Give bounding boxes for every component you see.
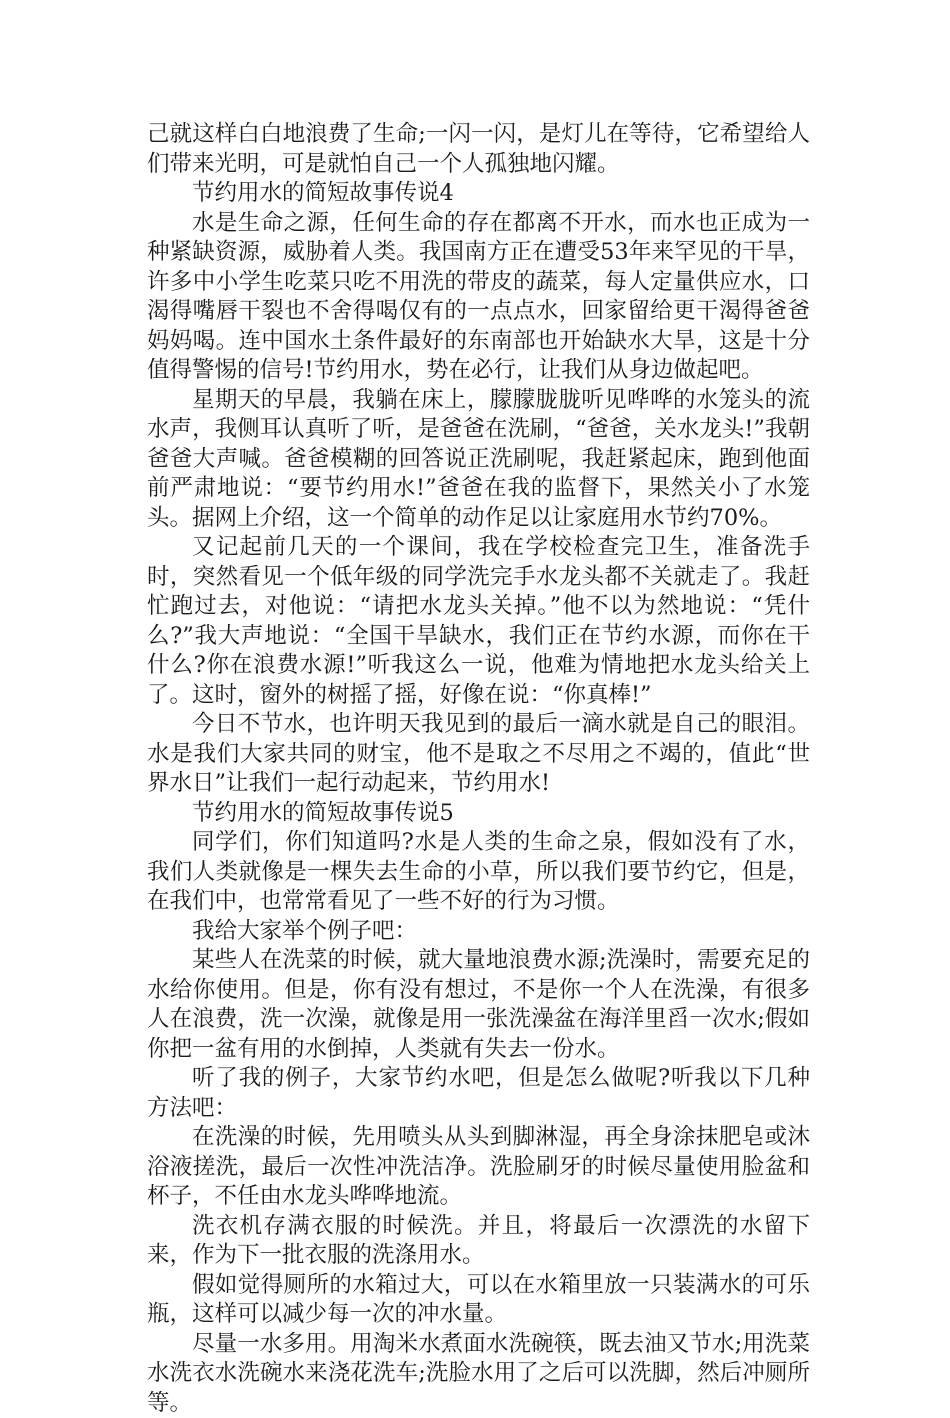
section-heading: 节约用水的简短故事传说5 [147, 799, 810, 829]
section-heading: 节约用水的简短故事传说4 [147, 179, 810, 209]
paragraph: 听了我的例子，大家节约水吧，但是怎么做呢?听我以下几种方法吧： [147, 1064, 810, 1123]
paragraph: 今日不节水，也许明天我见到的最后一滴水就是自己的眼泪。水是我们大家共同的财宝，他不是取之不尽用之不竭的，值此“世界水日”让我们一起行动起来，节约用水! [147, 710, 810, 799]
paragraph: 又记起前几天的一个课间，我在学校检查完卫生，准备洗手时，突然看见一个低年级的同学洗完手水龙头都不关就走了。我赶忙跑过去，对他说：“请把水龙头关掉。”他不以为然地说：“凭什么?”我大声地说：“全国干旱缺水，我们正在节约水源，而你在干什么?你在浪费水源!”听我这么一说，他难为情地把水龙头给关上了。这时，窗外的树摇了摇，好像在说：“你真棒!” [147, 533, 810, 710]
paragraph: 洗衣机存满衣服的时候洗。并且，将最后一次漂洗的水留下来，作为下一批衣服的洗涤用水。 [147, 1212, 810, 1271]
paragraph: 同学们，你们知道吗?水是人类的生命之泉，假如没有了水，我们人类就像是一棵失去生命的小草，所以我们要节约它，但是，在我们中，也常常看见了一些不好的行为习惯。 [147, 828, 810, 917]
paragraph: 尽量一水多用。用淘米水煮面水洗碗筷，既去油又节水;用洗菜水洗衣水洗碗水来浇花洗车;洗脸水用了之后可以洗脚，然后冲厕所等。 [147, 1330, 810, 1418]
paragraph: 某些人在洗菜的时候，就大量地浪费水源;洗澡时，需要充足的水给你使用。但是，你有没有想过，不是你一个人在洗澡，有很多人在浪费，洗一次澡，就像是用一张洗澡盆在海洋里舀一次水;假如你把一盆有用的水倒掉，人类就有失去一份水。 [147, 946, 810, 1064]
paragraph: 星期天的早晨，我躺在床上，朦朦胧胧听见哗哗的水笼头的流水声，我侧耳认真听了听，是爸爸在洗刷，“爸爸，关水龙头!”我朝爸爸大声喊。爸爸模糊的回答说正洗刷呢，我赶紧起床，跑到他面前严肃地说：“要节约用水!”爸爸在我的监督下，果然关小了水笼头。据网上介绍，这一个简单的动作足以让家庭用水节约70%。 [147, 386, 810, 534]
paragraph: 我给大家举个例子吧： [147, 917, 810, 947]
paragraph: 假如觉得厕所的水箱过大，可以在水箱里放一只装满水的可乐瓶，这样可以减少每一次的冲水量。 [147, 1271, 810, 1330]
paragraph: 在洗澡的时候，先用喷头从头到脚淋湿，再全身涂抹肥皂或沐浴液搓洗，最后一次性冲洗洁净。洗脸刷牙的时候尽量使用脸盆和杯子，不任由水龙头哗哗地流。 [147, 1123, 810, 1212]
document-body [147, 120, 810, 1418]
paragraph: 水是生命之源，任何生命的存在都离不开水，而水也正成为一种紧缺资源，威胁着人类。我国南方正在遭受53年来罕见的干旱，许多中小学生吃菜只吃不用洗的带皮的蔬菜，每人定量供应水，口渴得嘴唇干裂也不舍得喝仅有的一点点水，回家留给更干渴得爸爸妈妈喝。连中国水土条件最好的东南部也开始缺水大旱，这是十分值得警惕的信号!节约用水，势在必行，让我们从身边做起吧。 [147, 209, 810, 386]
paragraph: 己就这样白白地浪费了生命;一闪一闪，是灯儿在等待，它希望给人们带来光明，可是就怕自己一个人孤独地闪耀。 [147, 120, 810, 179]
